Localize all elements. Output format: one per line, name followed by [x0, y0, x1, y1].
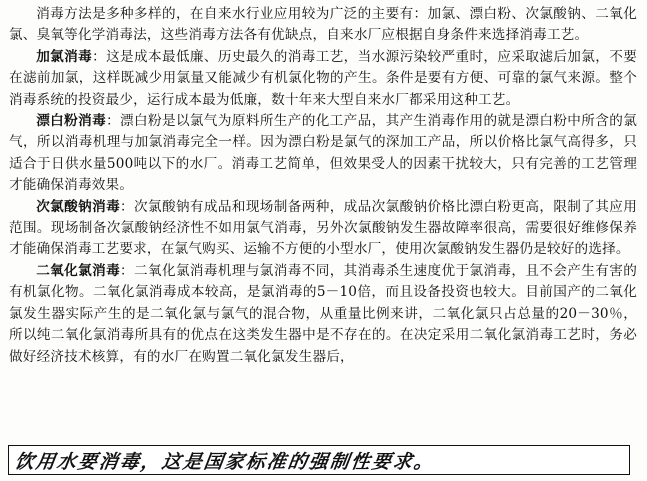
- paragraph-text: ：漂白粉是以氯气为原料所生产的化工产品，其产生消毒作用的就是漂白粉中所含的氯气，所以消毒机理与加氯消毒完全一样。因为漂白粉是氯气的深加工产品，所以价格比氯气高得多，只适合于日供水量500吨以下的水厂。消毒工艺简单，但效果受人的因素干扰较大，只有完善的工艺管理才能确保消毒效果。: [9, 113, 637, 194]
- paragraph-text: ：次氯酸钠有成品和现场制备两种，成品次氯酸钠价格比漂白粉更高，限制了其应用范围。现场制备次氯酸钠经济性不如用氯气消毒，另外次氯酸钠发生器故障率很高，需要很好维修保养才能确保消毒工艺要求，在氯气购买、运输不方便的小型水厂，使用次氯酸钠发生器仍是较好的选择。: [9, 198, 637, 258]
- article-body: [9, 4, 637, 368]
- paragraph-term: 次氯酸钠消毒: [36, 198, 121, 215]
- paragraph-text: 消毒方法是多种多样的，在自来水行业应用较为广泛的主要有：加氯、漂白粉、次氯酸钠、二氧化氯、臭氧等化学消毒法，这些消毒方法各有优缺点，自来水厂应根据自身条件来选择消毒工艺。: [9, 6, 637, 44]
- paragraph-intro: [9, 4, 637, 47]
- paragraph-term: 二氧化氯消毒: [36, 262, 121, 279]
- paragraph-text: ：这是成本最低廉、历史最久的消毒工艺，当水源污染较严重时，应采取滤后加氯，不要在滤前加氯，这样既减少用氯量又能减少有机氯化物的产生。条件是要有方便、可靠的氯气来源。整个消毒系统的投资最少，运行成本最为低廉，数十年来大型自来水厂都采用这种工艺。: [9, 48, 637, 108]
- caption-box: [8, 445, 630, 475]
- paragraph-text: ：二氧化氯消毒机理与氯消毒不同，其消毒杀生速度优于氯消毒，且不会产生有害的有机氯化物。二氧化氯消毒成本较高，是氯消毒的5－10倍，而且设备投资也较大。目前国产的二氧化氯发生器实际产生的是二氧化氯与氯气的混合物，从重量比例来讲，二氧化氯只占总量的20－30％，所以纯二氧化氯消毒所具有的优点在这类发生器中是不存在的。在决定采用二氧化氯消毒工艺时，务必做好经济技术核算，有的水厂在购置二氧化氯发生器后，: [9, 262, 637, 365]
- paragraph-chlorine-dioxide: [9, 261, 637, 368]
- paragraph-term: 漂白粉消毒: [36, 113, 107, 130]
- paragraph-chlorination: [9, 47, 637, 111]
- paragraph-bleaching-powder: [9, 111, 637, 197]
- caption-text: 饮用水要消毒，这是国家标准的强制性要求。: [13, 450, 437, 473]
- paragraph-term: 加氯消毒: [36, 48, 93, 65]
- paragraph-sodium-hypochlorite: [9, 197, 637, 261]
